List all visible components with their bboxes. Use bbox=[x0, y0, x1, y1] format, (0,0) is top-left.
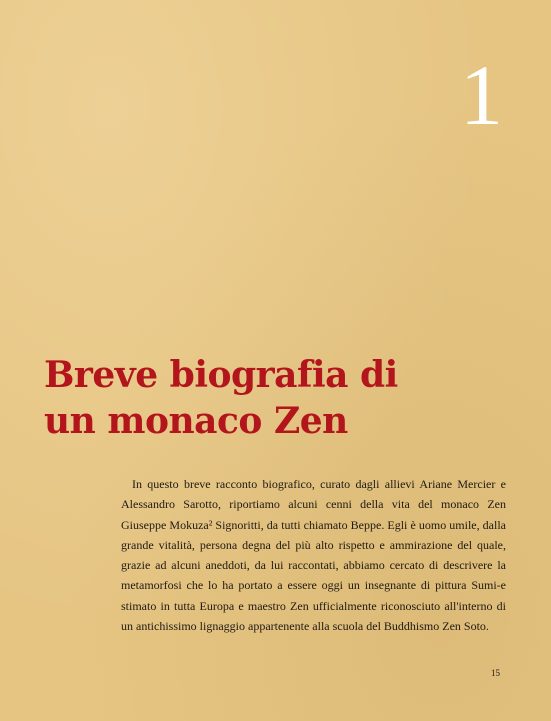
page-number: 15 bbox=[491, 668, 500, 678]
chapter-title-line-2: un monaco Zen bbox=[44, 400, 348, 442]
intro-paragraph: In questo breve racconto biografico, curato dagli allievi Ariane Mercier e Alessandro Sarotto, riportiamo alcuni cenni della vita del monaco Zen Giuseppe Mokuza² Signoritti, da tutti chiamato Beppe. Egli è uomo umile, dalla grande vitalità, persona degna del più alto rispetto e ammirazione del quale, grazie ad alcuni aneddoti, da lui raccontati, abbiamo cercato di descrivere la metamorfosi che lo ha portato a essere oggi un insegnante di pittura Sumi-e stimato in tutta Europa e maestro Zen ufficialmente riconosciuto all'interno di un antichissimo lignaggio appartenente alla scuola del Buddhismo Zen Soto. bbox=[121, 477, 506, 634]
chapter-title-line-1: Breve biografia di bbox=[44, 354, 398, 396]
chapter-number: 1 bbox=[460, 47, 503, 143]
chapter-title bbox=[44, 352, 504, 444]
